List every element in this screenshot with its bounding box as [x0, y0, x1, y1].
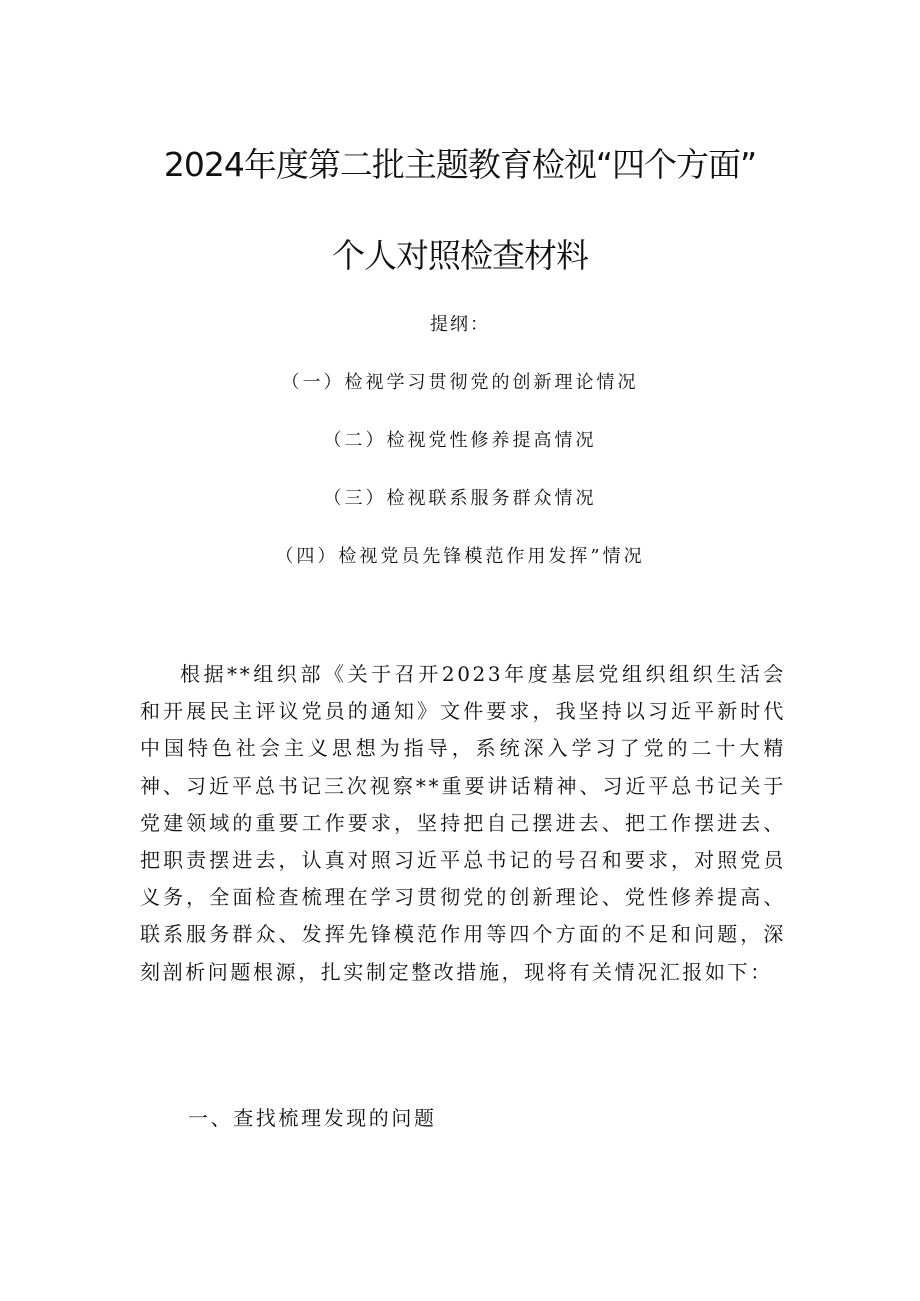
intro-paragraph: 根据**组织部《关于召开2023年度基层党组织组织生活会和开展民主评议党员的通知》文件要求，我坚持以习近平新时代中国特色社会主义思想为指导，系统深入学习了党的二十大精神、习近平总书记三次视察**重要讲话精神、习近平总书记关于党建领域的重要工作要求，坚持把自己摆进去、把工作摆进去、把职责摆进去，认真对照习近平总书记的号召和要求，对照党员义务，全面检查梳理在学习贯彻党的创新理论、党性修养提高、联系服务群众、发挥先锋模范作用等四个方面的不足和问题，深刻剖析问题根源，扎实制定整改措施，现将有关情况汇报如下：	[140, 662, 786, 984]
section-heading-1: 一、查找梳理发现的问题	[188, 1106, 437, 1130]
outline-list	[0, 370, 920, 602]
outline-item-1: （一）检视学习贯彻党的创新理论情况	[281, 372, 639, 393]
outline-item-2: （二）检视党性修养提高情况	[323, 430, 597, 451]
document-title-line-2: 个人对照检查材料	[332, 236, 588, 275]
outline-item-3: （三）检视联系服务群众情况	[323, 488, 597, 509]
outline-label: 提纲：	[430, 314, 490, 335]
document-title-line-1: 2024年度第二批主题教育检视“四个方面”	[163, 145, 757, 184]
outline-item-4: （四）检视党员先锋模范作用发挥”情况	[275, 546, 645, 567]
